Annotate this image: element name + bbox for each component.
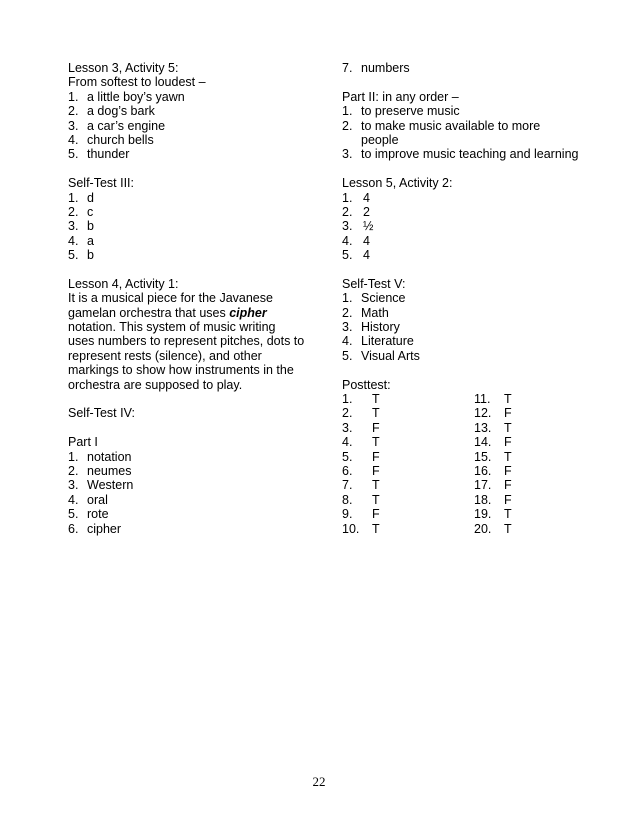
paragraph-line: uses numbers to represent pitches, dots to <box>68 334 305 349</box>
self-test-5-list <box>342 291 592 363</box>
answer-number: 20. <box>474 521 492 536</box>
part1-list <box>68 450 328 536</box>
part2-list <box>342 104 592 162</box>
item-number: 1. <box>68 190 79 205</box>
item-number: 1. <box>68 89 79 104</box>
item-number: 5. <box>342 348 353 363</box>
item-text: a car’s engine <box>87 118 166 133</box>
cipher-emphasis: cipher <box>229 305 267 320</box>
posttest-row <box>342 435 592 449</box>
answer-number: 12. <box>474 406 492 421</box>
paragraph-line: markings to show how instruments in the <box>68 363 294 378</box>
page-number: 22 <box>312 774 326 789</box>
item-number: 2. <box>342 204 353 219</box>
posttest-row <box>342 464 592 478</box>
answer-number: 16. <box>474 463 492 478</box>
item-number: 1. <box>342 291 353 306</box>
item-text: a <box>87 233 94 248</box>
item-text: Math <box>361 305 389 320</box>
answer-number: 7. <box>342 478 353 493</box>
answer-value: T <box>372 435 380 450</box>
item-text: a dog’s bark <box>87 104 155 119</box>
list-item <box>68 478 328 492</box>
item-number: 3. <box>68 478 79 493</box>
item-text: oral <box>87 492 108 507</box>
list-item <box>68 104 328 118</box>
list-item <box>342 291 592 305</box>
item-text: Visual Arts <box>361 348 420 363</box>
paragraph-line: notation. This system of music writing <box>68 320 276 335</box>
list-item <box>68 90 328 104</box>
list-item <box>342 248 592 262</box>
posttest-row <box>342 450 592 464</box>
item-number: 5. <box>68 248 79 263</box>
item-number: 5. <box>68 147 79 162</box>
answer-number: 18. <box>474 492 492 507</box>
item-number: 7. <box>342 61 353 75</box>
list-item <box>68 522 328 536</box>
lesson3-activity5-heading: Lesson 3, Activity 5: <box>68 61 179 75</box>
answer-value: F <box>372 507 380 522</box>
item-text: 4 <box>363 233 370 248</box>
answer-number: 19. <box>474 507 492 522</box>
item-text: d <box>87 190 94 205</box>
item-text: neumes <box>87 463 132 478</box>
answer-number: 5. <box>342 449 353 464</box>
list-item <box>342 234 592 248</box>
answer-value: T <box>504 507 512 522</box>
lesson3-list <box>68 90 328 162</box>
list-item <box>342 104 592 118</box>
item-number: 3. <box>342 219 353 234</box>
list-item <box>68 147 328 161</box>
item-number: 6. <box>68 521 79 536</box>
lesson4-paragraph <box>68 291 328 392</box>
item-text: a little boy’s yawn <box>87 89 185 104</box>
item-text: to make music available to more <box>361 118 541 133</box>
item-number: 4. <box>68 132 79 147</box>
answer-number: 14. <box>474 435 492 450</box>
list-item <box>342 320 592 334</box>
list-item <box>342 306 592 320</box>
item-text: thunder <box>87 147 130 162</box>
posttest-row <box>342 507 592 521</box>
item-number: 2. <box>68 463 79 478</box>
item-text: numbers <box>361 61 410 75</box>
item-number: 4. <box>342 233 353 248</box>
answer-number: 1. <box>342 391 353 406</box>
self-test-4-heading: Self-Test IV: <box>68 406 135 421</box>
item-number: 3. <box>342 147 353 162</box>
list-item <box>342 334 592 348</box>
item-text: notation <box>87 449 132 464</box>
lesson5-list <box>342 191 592 263</box>
item-number: 2. <box>68 204 79 219</box>
answer-number: 13. <box>474 420 492 435</box>
item-text: cipher <box>87 521 122 536</box>
answer-number: 4. <box>342 435 353 450</box>
list-item <box>68 119 328 133</box>
list-item <box>68 191 328 205</box>
answer-value: T <box>504 521 512 536</box>
item-text: b <box>87 248 94 263</box>
posttest-answer-grid <box>342 392 592 536</box>
self-test-5-heading: Self-Test V: <box>342 276 406 291</box>
item-text: History <box>361 320 400 335</box>
list-item <box>342 205 592 219</box>
right-column <box>342 61 592 536</box>
item-text: b <box>87 219 94 234</box>
list-item <box>68 248 328 262</box>
item-number: 4. <box>342 334 353 349</box>
answer-value: T <box>372 492 380 507</box>
item-number: 3. <box>342 320 353 335</box>
list-item <box>68 464 328 478</box>
item-text: 4 <box>363 248 370 263</box>
posttest-row <box>342 406 592 420</box>
answer-value: F <box>504 406 512 421</box>
answer-value: T <box>372 406 380 421</box>
item-number: 1. <box>342 190 353 205</box>
self-test-3-list <box>68 191 328 263</box>
answer-value: T <box>504 420 512 435</box>
answer-value: T <box>372 391 380 406</box>
item-number: 3. <box>68 118 79 133</box>
posttest-row <box>342 522 592 536</box>
item-number: 4. <box>68 492 79 507</box>
lesson4-activity1-heading: Lesson 4, Activity 1: <box>68 276 179 291</box>
item-text: 4 <box>363 190 370 205</box>
list-item <box>68 219 328 233</box>
list-item <box>68 133 328 147</box>
item-text: to improve music teaching and learning <box>361 147 579 162</box>
paragraph-line <box>68 306 328 320</box>
item-number: 1. <box>342 104 353 119</box>
list-item <box>342 133 592 147</box>
answer-number: 10. <box>342 521 360 536</box>
item-number: 4. <box>68 233 79 248</box>
answer-value: T <box>372 478 380 493</box>
answer-value: T <box>504 391 512 406</box>
list-item <box>342 119 592 133</box>
item-text: rote <box>87 507 109 522</box>
lesson5-activity2-heading: Lesson 5, Activity 2: <box>342 176 453 191</box>
list-item <box>68 450 328 464</box>
item-number: 2. <box>68 104 79 119</box>
item-number: 1. <box>68 449 79 464</box>
paragraph-text: gamelan orchestra that uses <box>68 305 230 320</box>
list-item <box>342 61 592 75</box>
item-text: Literature <box>361 334 414 349</box>
answer-value: F <box>504 492 512 507</box>
list-item <box>68 234 328 248</box>
item-number: 3. <box>68 219 79 234</box>
answer-number: 11. <box>474 391 491 406</box>
paragraph-line: orchestra are supposed to play. <box>68 377 243 392</box>
item-text: c <box>87 204 94 219</box>
part2-heading: Part II: in any order – <box>342 89 459 104</box>
answer-value: F <box>372 463 380 478</box>
answer-value: T <box>372 521 380 536</box>
part1-heading: Part I <box>68 435 98 450</box>
list-item <box>342 219 592 233</box>
answer-value: F <box>504 478 512 493</box>
item-text: ½ <box>363 219 374 234</box>
item-text: Western <box>87 478 134 493</box>
item-number: 5. <box>68 507 79 522</box>
self-test-3-heading: Self-Test III: <box>68 176 134 191</box>
item-text: people <box>361 132 399 147</box>
answer-number: 2. <box>342 406 353 421</box>
answer-value: F <box>372 449 380 464</box>
item-number: 2. <box>342 305 353 320</box>
list-item <box>68 205 328 219</box>
posttest-row <box>342 392 592 406</box>
answer-number: 8. <box>342 492 353 507</box>
paragraph-line: It is a musical piece for the Javanese <box>68 291 273 306</box>
posttest-row <box>342 421 592 435</box>
answer-value: F <box>504 463 512 478</box>
item-number: 5. <box>342 248 353 263</box>
list-item <box>342 147 592 161</box>
item-number: 2. <box>342 118 353 133</box>
list-item <box>342 349 592 363</box>
item-text: to preserve music <box>361 104 460 119</box>
answer-value: T <box>504 449 512 464</box>
item-text: church bells <box>87 132 154 147</box>
item-text: Science <box>361 291 406 306</box>
answer-number: 6. <box>342 463 353 478</box>
item-text: 2 <box>363 204 370 219</box>
lesson3-intro: From softest to loudest – <box>68 75 206 90</box>
answer-value: F <box>504 435 512 450</box>
answer-number: 15. <box>474 449 492 464</box>
answer-value: F <box>372 420 380 435</box>
posttest-row <box>342 478 592 492</box>
list-item <box>68 493 328 507</box>
answer-number: 9. <box>342 507 353 522</box>
list-item <box>68 507 328 521</box>
answer-number: 17. <box>474 478 492 493</box>
posttest-heading: Posttest: <box>342 377 391 392</box>
list-item <box>342 191 592 205</box>
answer-number: 3. <box>342 420 353 435</box>
paragraph-line: represent rests (silence), and other <box>68 348 262 363</box>
posttest-row <box>342 493 592 507</box>
left-column <box>68 61 328 536</box>
